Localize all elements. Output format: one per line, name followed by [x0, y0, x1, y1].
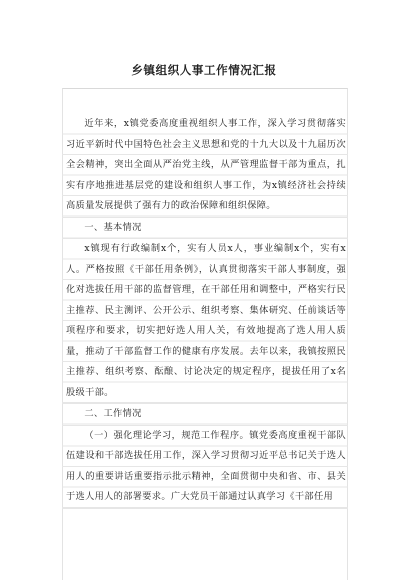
document-title: 乡镇组织人事工作情况汇报	[131, 63, 277, 77]
section-heading-basic-info: 一、基本情况	[62, 218, 348, 240]
basic-info-paragraph: x镇现有行政编制x个，实有人员x人，事业编制x个，实有x人。严格按照《干部任用条例》，认真贯彻落实干部人事制度，强化对选拔任用干部的监督管理，在干部任用和调整中，严格实行民主推荐、民主测评、公开公示、组织考察、集体研究、任前谈话等项程序和要求，切实把好选人用人关，有效地提高了选人用人质量，推动了干部监督工作的健康有序发展。去年以来，我镇按照民主推荐、组织考察、酝酿、讨论决定的规定程序，提拔任用了x名股级干部。	[62, 239, 348, 404]
intro-paragraph: 近年来，x镇党委高度重视组织人事工作，深入学习贯彻落实习近平新时代中国特色社会主义思想和党的十九大以及十九届历次全会精神，突出全面从严治党主线，从严管理监督干部为重点，扎实有序地推进基层党的建设和组织人事工作，为x镇经济社会持续高质量发展提供了强有力的政治保障和组织保障。	[62, 114, 348, 218]
document-body	[62, 114, 348, 509]
section-heading-work-status: 二、工作情况	[62, 404, 348, 426]
work-status-paragraph: （一）强化理论学习，规范工作程序。镇党委高度重视干部队伍建设和干部选拔任用工作，深入学习贯彻习近平总书记关于选人用人的重要讲话重要指示批示精神，全面贯彻中央和省、市、县关于选人用人的部署要求。广大党员干部通过认真学习《干部任用	[62, 426, 348, 509]
